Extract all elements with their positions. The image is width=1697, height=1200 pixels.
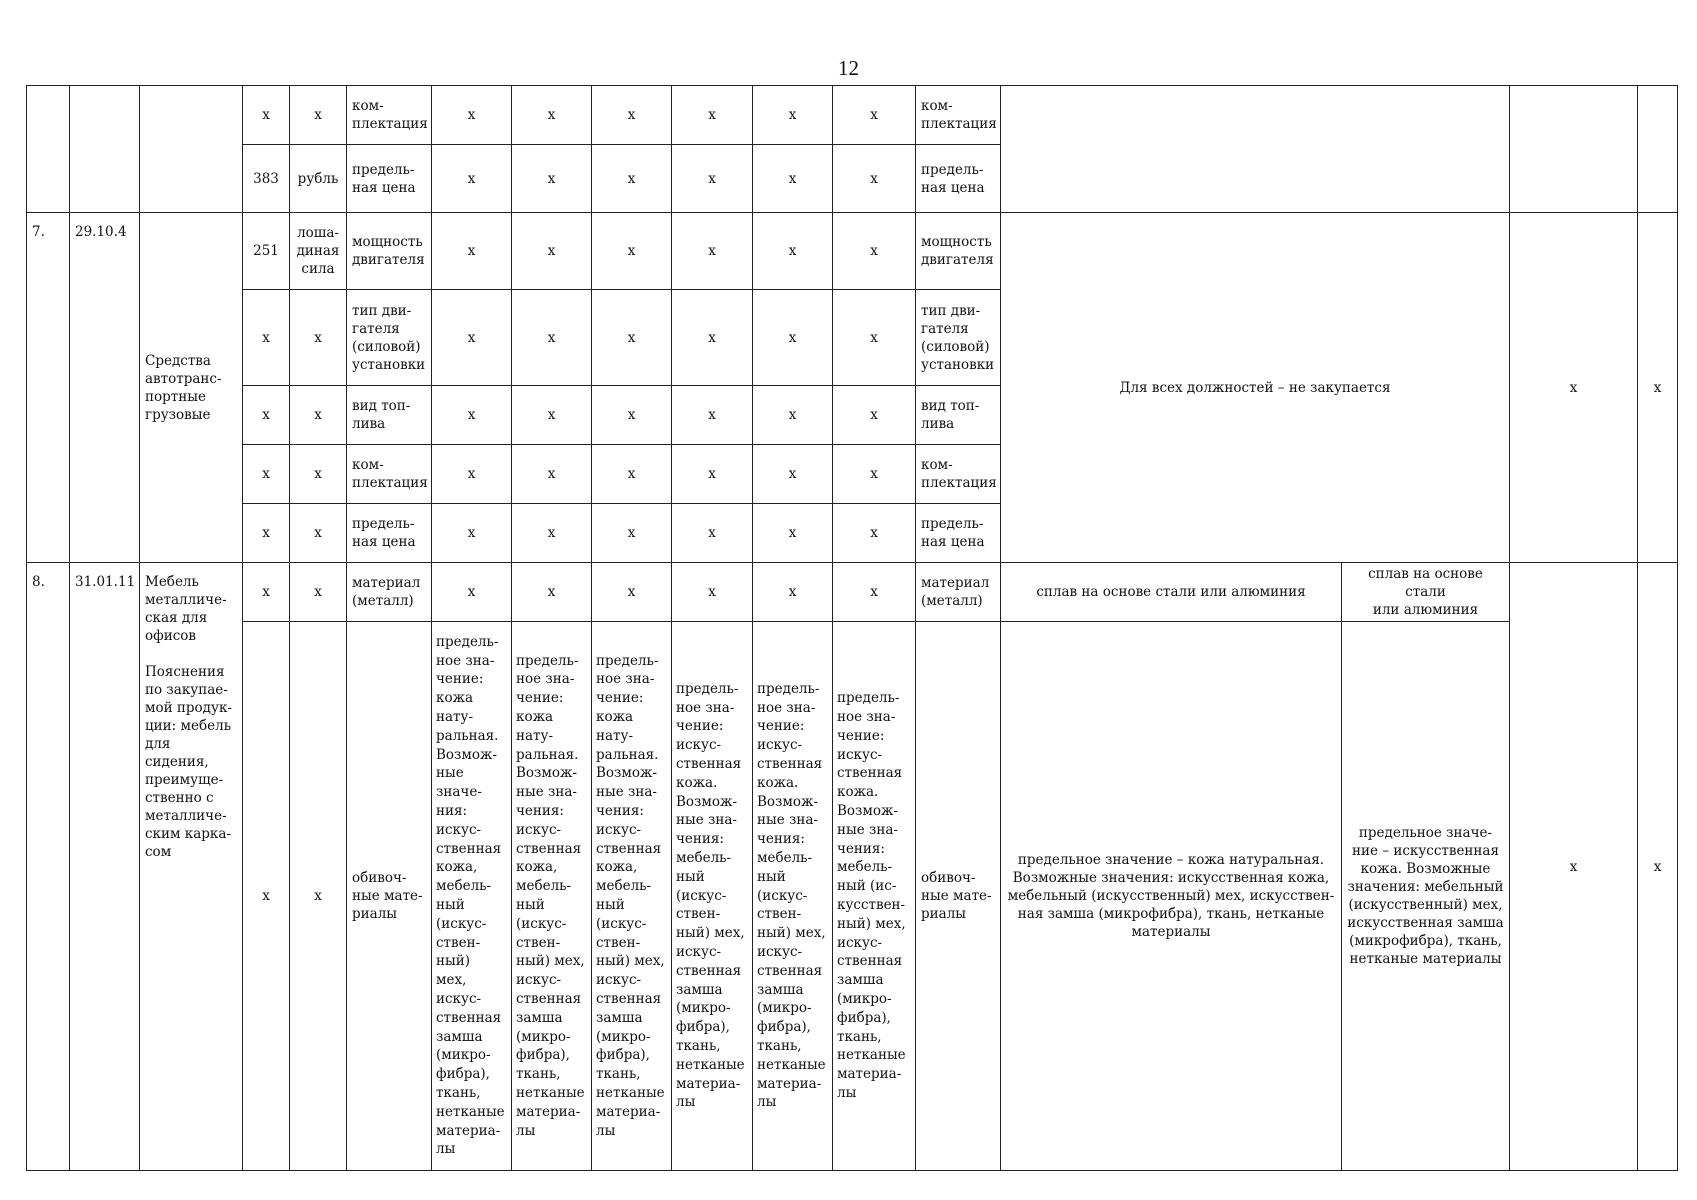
value-cell: х bbox=[592, 504, 672, 563]
value-cell: х bbox=[833, 145, 916, 213]
unit-cell: х bbox=[290, 445, 347, 504]
characteristic-cell: ком- плектация bbox=[916, 86, 1001, 145]
approved-value-cell: сплав на основе стали или алюминия bbox=[1342, 563, 1510, 622]
unit-cell: х bbox=[290, 563, 347, 622]
value-cell: х bbox=[672, 290, 753, 386]
value-cell: х bbox=[672, 504, 753, 563]
characteristic-cell: мощность двигателя bbox=[347, 213, 432, 290]
value-cell: х bbox=[512, 386, 592, 445]
characteristic-cell: вид топ- лива bbox=[347, 386, 432, 445]
page-number: 12 bbox=[838, 56, 859, 80]
value-cell: х bbox=[753, 86, 833, 145]
value-cell: х bbox=[833, 86, 916, 145]
value-cell: предель- ное зна- чение: искус- ственная кожа. Возмож- ные зна- чения: мебель- ный (ис- кусствен- ный) мех, искус- ственная замша (микро- фибра), ткань, нетканые материа- лы bbox=[833, 622, 916, 1171]
justification-cell: х bbox=[1510, 563, 1638, 1171]
value-cell: х bbox=[592, 213, 672, 290]
value-cell: х bbox=[512, 504, 592, 563]
value-cell: х bbox=[833, 563, 916, 622]
function-cell: х bbox=[1638, 563, 1678, 1171]
characteristic-cell: предель- ная цена bbox=[916, 145, 1001, 213]
value-cell: х bbox=[432, 386, 512, 445]
table-row bbox=[27, 622, 1678, 1171]
unit-cell: х bbox=[290, 290, 347, 386]
okei-code-cell: х bbox=[243, 86, 290, 145]
value-cell: х bbox=[672, 563, 753, 622]
characteristic-cell: обивоч- ные мате- риалы bbox=[347, 622, 432, 1171]
characteristic-cell: предель- ная цена bbox=[347, 504, 432, 563]
value-cell: х bbox=[512, 445, 592, 504]
value-cell: предель- ное зна- чение: искус- ственная кожа. Возмож- ные зна- чения: мебель- ный (искус- ствен- ный) мех, искус- ственная замша (микро- фибра), ткань, нетканые материа- лы bbox=[672, 622, 753, 1171]
value-cell: х bbox=[833, 504, 916, 563]
value-cell: х bbox=[833, 213, 916, 290]
value-cell: х bbox=[672, 145, 753, 213]
value-cell: х bbox=[753, 290, 833, 386]
unit-cell: лоша- диная сила bbox=[290, 213, 347, 290]
code-cell: 29.10.4 bbox=[70, 213, 140, 563]
okei-code-cell: 383 bbox=[243, 145, 290, 213]
function-cell: х bbox=[1638, 213, 1678, 563]
characteristic-cell: тип дви- гателя (силовой) установки bbox=[916, 290, 1001, 386]
characteristic-cell: ком- плектация bbox=[347, 86, 432, 145]
number-cell: 7. bbox=[27, 213, 70, 563]
value-cell: х bbox=[512, 145, 592, 213]
value-cell: х bbox=[753, 386, 833, 445]
unit-cell: х bbox=[290, 86, 347, 145]
approved-value-cell: предельное значе- ние – искусственная кожа. Возможные значения: мебельный (искусственный) мех, искусственная замша (микрофибра), ткань, нетканые материалы bbox=[1342, 622, 1510, 1171]
value-cell: х bbox=[753, 445, 833, 504]
value-cell: х bbox=[592, 563, 672, 622]
value-cell: предель- ное зна- чение: искус- ственная кожа. Возмож- ные зна- чения: мебель- ный (искус- ствен- ный) мех, искус- ственная замша (микро- фибра), ткань, нетканые материа- лы bbox=[753, 622, 833, 1171]
characteristic-cell: предель- ная цена bbox=[916, 504, 1001, 563]
number-cell: 8. bbox=[27, 563, 70, 1171]
table-row bbox=[27, 86, 1678, 145]
name-cell: Средства автотранс- портные грузовые bbox=[140, 213, 243, 563]
value-cell: х bbox=[753, 504, 833, 563]
value-cell: предель- ное зна- чение: кожа нату- ральная. Возмож- ные зна- чения: искус- ственная кожа, мебель- ный (искус- ствен- ный) мех, искус- ственная замша (микро- фибра), ткань, нетканые материа- лы bbox=[512, 622, 592, 1171]
characteristic-cell: вид топ- лива bbox=[916, 386, 1001, 445]
value-cell: х bbox=[753, 145, 833, 213]
characteristic-cell: обивоч- ные мате- риалы bbox=[916, 622, 1001, 1171]
okei-code-cell: х bbox=[243, 504, 290, 563]
characteristic-cell: ком- плектация bbox=[347, 445, 432, 504]
value-cell: х bbox=[432, 445, 512, 504]
specification-table bbox=[26, 85, 1678, 1171]
value-cell: х bbox=[432, 563, 512, 622]
characteristic-cell: ком- плектация bbox=[916, 445, 1001, 504]
characteristic-cell: тип дви- гателя (силовой) установки bbox=[347, 290, 432, 386]
value-cell: х bbox=[592, 386, 672, 445]
table-row bbox=[27, 213, 1678, 290]
value-cell: х bbox=[833, 445, 916, 504]
value-cell: х bbox=[432, 290, 512, 386]
characteristic-cell: материал (металл) bbox=[916, 563, 1001, 622]
unit-cell: х bbox=[290, 386, 347, 445]
value-cell: х bbox=[512, 213, 592, 290]
okei-code-cell: х bbox=[243, 445, 290, 504]
value-cell: предель- ное зна- чение: кожа нату- ральная. Возмож- ные значе- ния: искус- ственная кожа, мебель- ный (искус- ствен- ный) мех, искус- ственная замша (микро- фибра), ткань, нетканые материа- лы bbox=[432, 622, 512, 1171]
function-cell bbox=[1638, 86, 1678, 213]
value-cell: х bbox=[833, 290, 916, 386]
okei-code-cell: х bbox=[243, 622, 290, 1171]
value-cell: х bbox=[432, 213, 512, 290]
justification-cell: х bbox=[1510, 213, 1638, 563]
value-cell: х bbox=[753, 563, 833, 622]
not-purchased-note: Для всех должностей – не закупается bbox=[1001, 213, 1510, 563]
value-cell: х bbox=[592, 290, 672, 386]
value-cell: х bbox=[753, 213, 833, 290]
characteristic-cell: предель- ная цена bbox=[347, 145, 432, 213]
characteristic-cell: мощность двигателя bbox=[916, 213, 1001, 290]
number-cell bbox=[27, 86, 70, 213]
name-cell: Мебель металличе- ская для офисов Пояснения по закупае- мой продук- ции: мебель для сидения, преимуще- ственно с металличе- ским карка- сом bbox=[140, 563, 243, 1171]
table-row bbox=[27, 563, 1678, 622]
value-cell: х bbox=[432, 86, 512, 145]
value-cell: х bbox=[592, 86, 672, 145]
value-cell: х bbox=[432, 145, 512, 213]
approved-value-cell: сплав на основе стали или алюминия bbox=[1001, 563, 1342, 622]
code-cell: 31.01.11 bbox=[70, 563, 140, 1171]
okei-code-cell: 251 bbox=[243, 213, 290, 290]
value-cell: х bbox=[512, 563, 592, 622]
value-cell: х bbox=[512, 290, 592, 386]
approved-value-cell bbox=[1001, 86, 1510, 213]
code-cell bbox=[70, 86, 140, 213]
name-cell bbox=[140, 86, 243, 213]
value-cell: х bbox=[833, 386, 916, 445]
value-cell: х bbox=[592, 445, 672, 504]
value-cell: х bbox=[592, 145, 672, 213]
approved-value-cell: предельное значение – кожа натуральная. Возможные значения: искусственная кожа, мебельный (искусственный) мех, искусствен- ная замша (микрофибра), ткань, нетканые материалы bbox=[1001, 622, 1342, 1171]
unit-cell: х bbox=[290, 622, 347, 1171]
characteristic-cell: материал (металл) bbox=[347, 563, 432, 622]
value-cell: х bbox=[432, 504, 512, 563]
okei-code-cell: х bbox=[243, 386, 290, 445]
value-cell: х bbox=[512, 86, 592, 145]
okei-code-cell: х bbox=[243, 290, 290, 386]
value-cell: х bbox=[672, 386, 753, 445]
value-cell: х bbox=[672, 86, 753, 145]
value-cell: предель- ное зна- чение: кожа нату- ральная. Возмож- ные зна- чения: искус- ственная кожа, мебель- ный (искус- ствен- ный) мех, искус- ственная замша (микро- фибра), ткань, нетканые материа- лы bbox=[592, 622, 672, 1171]
value-cell: х bbox=[672, 213, 753, 290]
okei-code-cell: х bbox=[243, 563, 290, 622]
unit-cell: х bbox=[290, 504, 347, 563]
value-cell: х bbox=[672, 445, 753, 504]
unit-cell: рубль bbox=[290, 145, 347, 213]
justification-cell bbox=[1510, 86, 1638, 213]
